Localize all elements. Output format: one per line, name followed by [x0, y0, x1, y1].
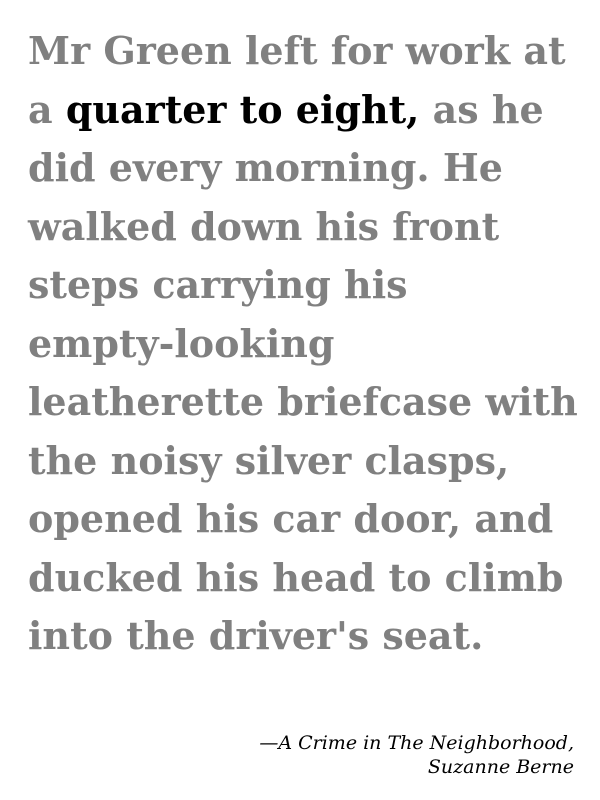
quote-text: as he [419, 86, 544, 132]
highlighted-phrase: quarter to eight, [65, 86, 420, 132]
quote-line [28, 81, 584, 140]
quote-line: ducked his head to climb [28, 554, 564, 600]
quote-line: leatherette briefcase with [28, 379, 578, 424]
quote-line: into the driver's seat. [28, 613, 484, 658]
attribution-author: Suzanne Berne [427, 756, 574, 778]
quote-line: steps carrying his [28, 262, 408, 307]
attribution-title: —A Crime in The Neighborhood, [259, 732, 574, 754]
attribution [259, 731, 574, 779]
quote-passage [28, 22, 584, 666]
quote-text: a [28, 86, 66, 132]
quote-line: empty-looking [28, 320, 335, 366]
quote-line: walked down his front [28, 203, 500, 249]
quote-line: opened his car door, and [28, 496, 554, 541]
quote-line: Mr Green left for work at [28, 28, 566, 73]
quote-line: the noisy silver clasps, [28, 437, 510, 483]
quote-line: did every morning. He [28, 145, 503, 190]
